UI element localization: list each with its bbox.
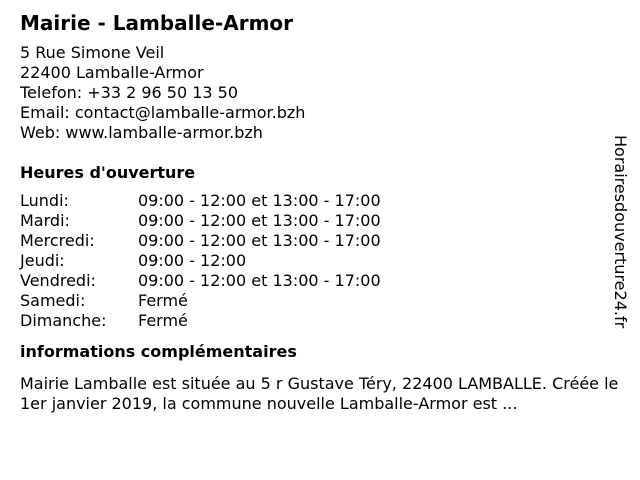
hours-time: 09:00 - 12:00 <box>138 251 247 270</box>
hours-time: 09:00 - 12:00 et 13:00 - 17:00 <box>138 211 381 230</box>
hours-time: 09:00 - 12:00 et 13:00 - 17:00 <box>138 231 381 250</box>
address-city: 22400 Lamballe-Armor <box>20 63 204 82</box>
brand-watermark: Horairesdouverture24.fr <box>611 135 630 329</box>
hours-row <box>20 271 620 291</box>
hours-row <box>20 211 620 231</box>
hours-time: Fermé <box>138 311 188 330</box>
hours-row <box>20 251 620 271</box>
hours-time: Fermé <box>138 291 188 310</box>
hours-day: Jeudi: <box>20 251 65 270</box>
hours-day: Mardi: <box>20 211 70 230</box>
info-heading: informations complémentaires <box>20 342 297 361</box>
hours-row <box>20 311 620 331</box>
hours-time: 09:00 - 12:00 et 13:00 - 17:00 <box>138 191 381 210</box>
info-description: Mairie Lamballe est située au 5 r Gustave Téry, 22400 LAMBALLE. Créée le 1er janvier 2019, la commune nouvelle Lamballe-Armor est ... <box>20 374 619 413</box>
website-address: Web: www.lamballe-armor.bzh <box>20 123 263 142</box>
hours-day: Dimanche: <box>20 311 107 330</box>
email-address: Email: contact@lamballe-armor.bzh <box>20 103 306 122</box>
hours-day: Mercredi: <box>20 231 95 250</box>
page-title: Mairie - Lamballe-Armor <box>20 11 294 35</box>
address-street: 5 Rue Simone Veil <box>20 43 165 62</box>
hours-heading: Heures d'ouverture <box>20 163 196 182</box>
hours-day: Lundi: <box>20 191 69 210</box>
hours-table <box>20 191 620 331</box>
hours-day: Vendredi: <box>20 271 96 290</box>
phone-number: Telefon: +33 2 96 50 13 50 <box>20 83 239 102</box>
hours-day: Samedi: <box>20 291 86 310</box>
main-content <box>20 10 620 414</box>
hours-time: 09:00 - 12:00 et 13:00 - 17:00 <box>138 271 381 290</box>
hours-row <box>20 191 620 211</box>
hours-row <box>20 291 620 311</box>
contact-block <box>20 43 620 143</box>
hours-row <box>20 231 620 251</box>
